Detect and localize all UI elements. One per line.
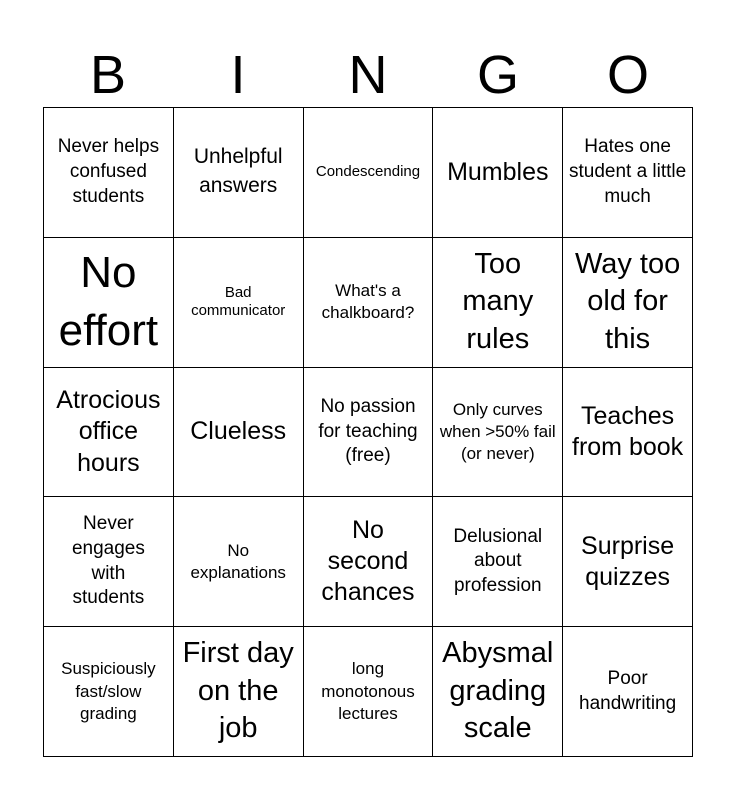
bingo-header — [43, 42, 693, 108]
cell-label: Delusional about profession — [453, 525, 543, 597]
bingo-cell[interactable] — [44, 108, 174, 238]
bingo-cell[interactable] — [304, 497, 434, 627]
bingo-cell[interactable] — [563, 238, 693, 368]
bingo-cell[interactable] — [433, 108, 563, 238]
bingo-cell[interactable] — [174, 108, 304, 238]
bingo-cell[interactable] — [563, 497, 693, 627]
bingo-cell[interactable] — [44, 627, 174, 757]
bingo-cell[interactable] — [304, 368, 434, 498]
bingo-cell[interactable] — [563, 368, 693, 498]
cell-label: Suspiciously fast/slow grading — [61, 659, 156, 723]
cell-label: Condescending — [315, 163, 421, 181]
header-letter-i: I — [230, 45, 246, 105]
bingo-cell[interactable] — [433, 497, 563, 627]
bingo-cell[interactable] — [174, 497, 304, 627]
header-letter-n: N — [348, 45, 388, 105]
cell-label: Never helps confused students — [57, 136, 160, 207]
bingo-cell[interactable] — [174, 627, 304, 757]
cell-label: No explanations — [190, 540, 286, 582]
bingo-cell[interactable] — [433, 627, 563, 757]
cell-label: Only curves when >50% fail (or never) — [439, 399, 556, 464]
bingo-cell[interactable] — [433, 368, 563, 498]
cell-label: Mumbles — [447, 157, 549, 186]
header-letter-g: G — [476, 45, 519, 105]
cell-label: Way too old for this — [574, 247, 681, 356]
cell-label: No effort — [58, 248, 159, 356]
bingo-cell[interactable] — [44, 238, 174, 368]
cell-label: Bad communicator — [191, 284, 286, 320]
header-letter-o: O — [606, 45, 649, 105]
cell-label: Surprise quizzes — [581, 531, 675, 591]
bingo-cell[interactable] — [563, 627, 693, 757]
cell-label: No passion for teaching (free) — [318, 395, 418, 467]
bingo-cell[interactable] — [304, 627, 434, 757]
cell-label: Never engages with students — [71, 513, 145, 609]
cell-label: Too many rules — [462, 247, 534, 356]
cell-label: Atrocious office hours — [56, 386, 161, 477]
cell-label: What's a chalkboard? — [321, 281, 415, 323]
bingo-cell[interactable] — [433, 238, 563, 368]
bingo-cell[interactable] — [44, 497, 174, 627]
cell-label: First day on the job — [182, 637, 294, 745]
bingo-cell[interactable] — [174, 368, 304, 498]
cell-label: Unhelpful answers — [193, 145, 283, 198]
cell-label: long monotonous lectures — [321, 659, 415, 723]
bingo-grid — [43, 107, 693, 757]
cell-label: Hates one student a little much — [568, 136, 687, 207]
bingo-cell[interactable] — [563, 108, 693, 238]
header-letter-b: B — [89, 45, 127, 105]
bingo-cell[interactable] — [304, 108, 434, 238]
bingo-cell[interactable] — [174, 238, 304, 368]
cell-label: No second chances — [321, 515, 415, 607]
cell-label: Poor handwriting — [579, 667, 677, 714]
cell-label: Clueless — [190, 417, 287, 446]
cell-label: Teaches from book — [572, 401, 684, 461]
bingo-cell[interactable] — [44, 368, 174, 498]
cell-label: Abysmal grading scale — [442, 637, 554, 745]
bingo-cell[interactable] — [304, 238, 434, 368]
